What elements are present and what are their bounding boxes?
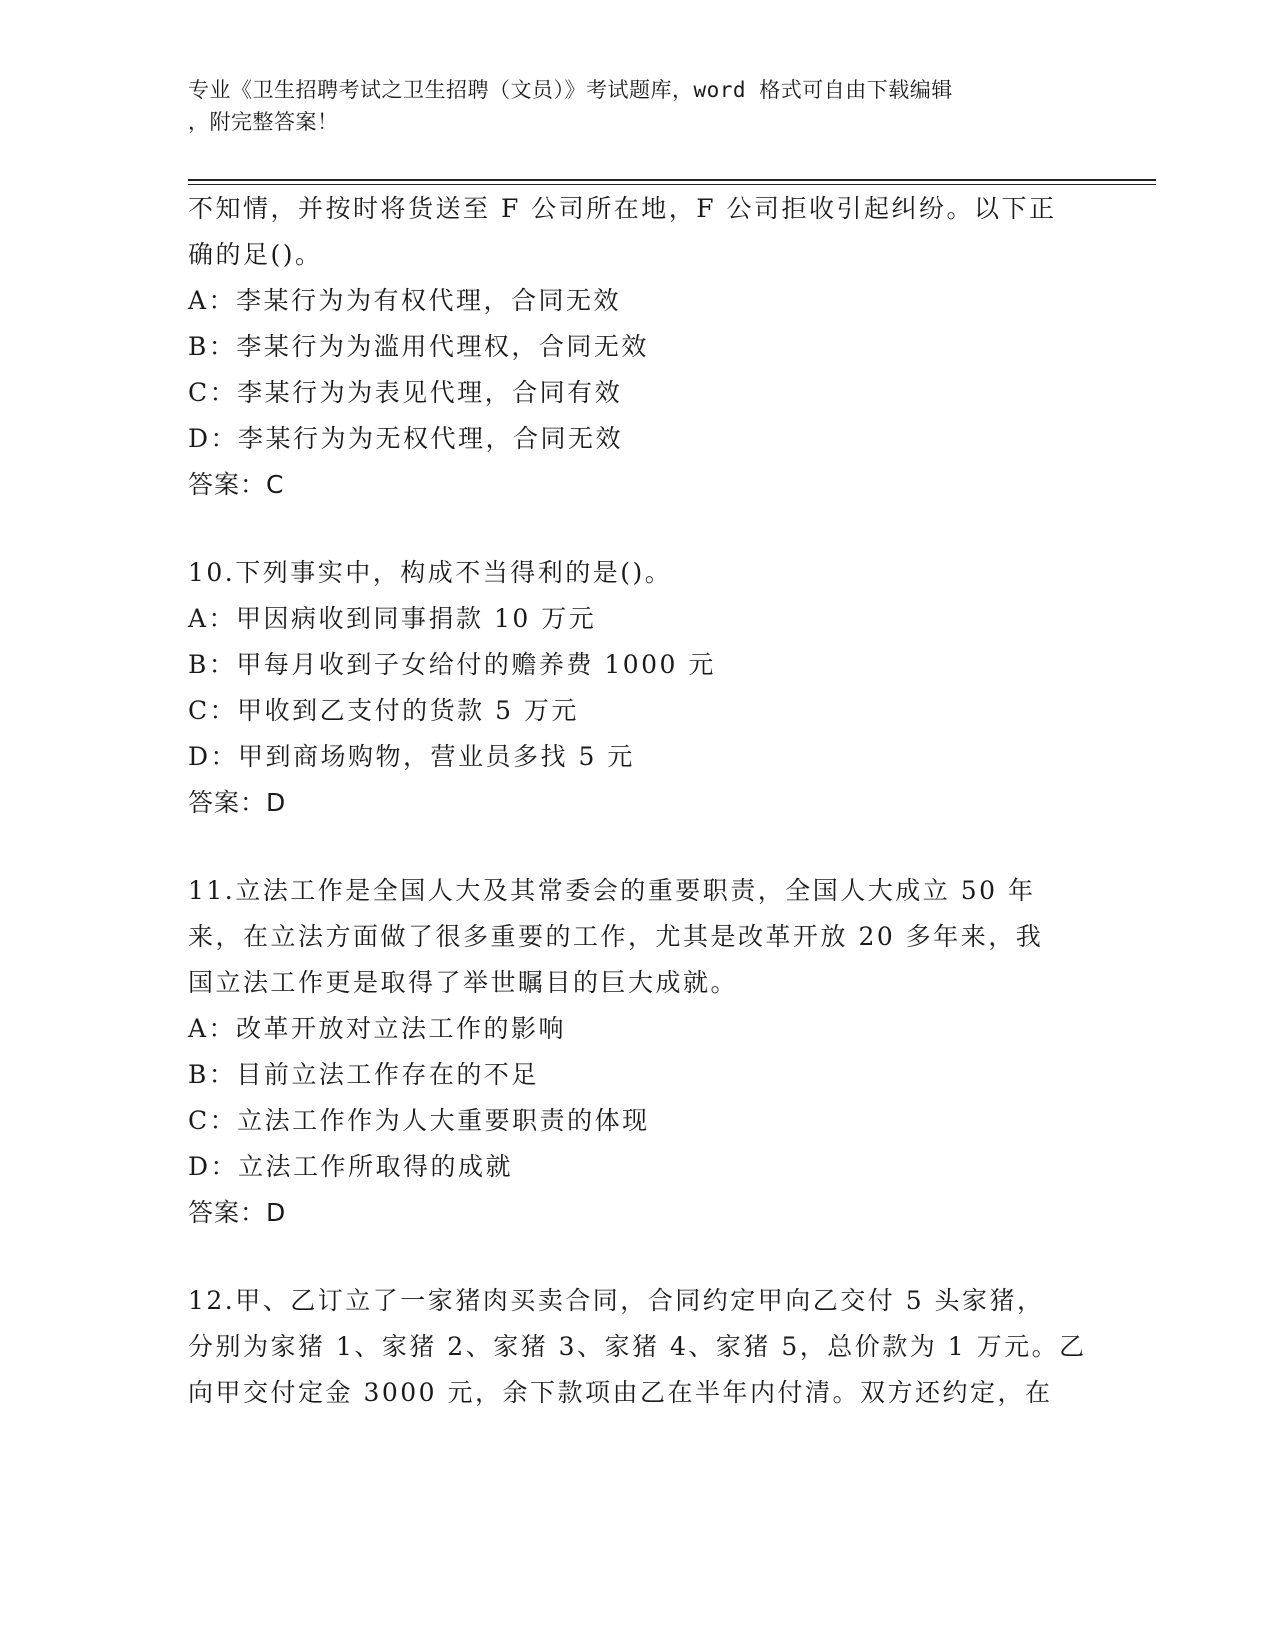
question-11-block xyxy=(188,868,1088,1236)
header-divider-thick xyxy=(188,179,1156,181)
question-11-text-line-1: 11.立法工作是全国人大及其常委会的重要职责，全国人大成立 50 年 xyxy=(188,876,1036,905)
question-11-text-line-2: 来，在立法方面做了很多重要的工作，尤其是改革开放 20 多年来，我 xyxy=(188,922,1044,951)
question-11-option-c: C：立法工作作为人大重要职责的体现 xyxy=(188,1106,650,1135)
question-10-option-b: B：甲每月收到子女给付的赡养费 1000 元 xyxy=(188,650,716,679)
question-10-block xyxy=(188,550,1088,826)
document-header xyxy=(188,74,1088,138)
question-9-option-d: D：李某行为为无权代理，合同无效 xyxy=(188,424,624,453)
question-11-option-b: B：目前立法工作存在的不足 xyxy=(188,1060,539,1089)
question-10-option-d: D：甲到商场购物，营业员多找 5 元 xyxy=(188,742,635,771)
question-12-block xyxy=(188,1278,1088,1416)
header-title-line-2: ，附完整答案！ xyxy=(188,110,339,134)
question-10-answer: 答案：D xyxy=(188,788,287,817)
question-12-text-line-1: 12.甲、乙订立了一家猪肉买卖合同，合同约定甲向乙交付 5 头家猪， xyxy=(188,1286,1045,1315)
header-divider-thin xyxy=(188,184,1156,185)
question-9-text-line-2: 确的足()。 xyxy=(188,240,323,269)
question-11-option-a: A：改革开放对立法工作的影响 xyxy=(188,1014,567,1043)
question-9-answer: 答案：C xyxy=(188,470,285,499)
header-title-line-1: 专业《卫生招聘考试之卫生招聘（文员）》考试题库，word 格式可自由下载编辑 xyxy=(188,78,953,102)
question-11-answer: 答案：D xyxy=(188,1198,287,1227)
question-10-text-line-1: 10.下列事实中，构成不当得利的是()。 xyxy=(188,558,673,587)
question-9-text-line-1: 不知情，并按时将货送至 F 公司所在地，F 公司拒收引起纠纷。以下正 xyxy=(188,194,1057,223)
question-spacer xyxy=(188,508,1088,550)
question-9-block xyxy=(188,186,1088,508)
question-11-option-d: D：立法工作所取得的成就 xyxy=(188,1152,514,1181)
question-10-option-c: C：甲收到乙支付的货款 5 万元 xyxy=(188,696,579,725)
question-12-text-line-3: 向甲交付定金 3000 元，余下款项由乙在半年内付清。双方还约定，在 xyxy=(188,1378,1053,1407)
question-10-option-a: A：甲因病收到同事捐款 10 万元 xyxy=(188,604,597,633)
question-11-text-line-3: 国立法工作更是取得了举世瞩目的巨大成就。 xyxy=(188,968,739,997)
document-body xyxy=(188,186,1088,1416)
question-9-option-c: C：李某行为为表见代理，合同有效 xyxy=(188,378,623,407)
question-12-text-line-2: 分别为家猪 1、家猪 2、家猪 3、家猪 4、家猪 5，总价款为 1 万元。乙 xyxy=(188,1332,1087,1361)
question-9-option-b: B：李某行为为滥用代理权，合同无效 xyxy=(188,332,649,361)
question-spacer xyxy=(188,826,1088,868)
question-9-option-a: A：李某行为为有权代理，合同无效 xyxy=(188,286,622,315)
question-spacer xyxy=(188,1236,1088,1278)
